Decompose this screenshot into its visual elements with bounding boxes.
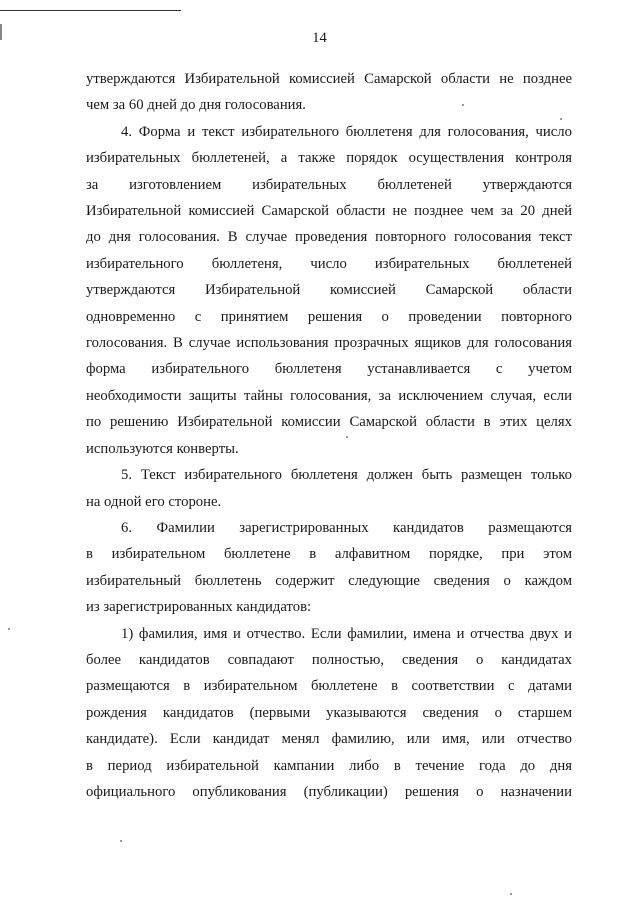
text-line: на одной его стороне.	[86, 493, 222, 510]
text-line: 6. Фамилии зарегистрированных кандидатов размещаются	[121, 519, 572, 536]
scan-speck	[462, 104, 464, 106]
text-line: голосования. В случае использования прозрачных ящиков для голосования	[86, 335, 572, 352]
paragraph-continuation	[86, 66, 572, 119]
text-line: избирательных бюллетеней, а также порядок осуществления контроля	[86, 150, 572, 167]
scan-speck	[346, 436, 348, 438]
text-line: утверждаются Избирательной комиссией Самарской области	[86, 282, 572, 299]
text-line: необходимости защиты тайны голосования, за исключением случая, если	[86, 387, 572, 404]
text-line: утверждаются Избирательной комиссией Самарской области не позднее	[86, 71, 572, 87]
text-line: до дня голосования. В случае проведения повторного голосования текст	[86, 229, 572, 246]
scan-speck	[8, 628, 10, 630]
paragraph-subitem-1	[86, 621, 572, 806]
scan-speck	[120, 840, 122, 842]
scan-speck	[510, 893, 512, 895]
paragraph-item-4	[86, 119, 572, 462]
text-line: форма избирательного бюллетеня устанавливается с учетом	[86, 361, 572, 378]
text-line: 4. Форма и текст избирательного бюллетеня для голосования, число	[121, 123, 572, 140]
text-line: в период избирательной кампании либо в течение года до дня	[86, 757, 572, 774]
text-line: 5. Текст избирательного бюллетеня должен быть размещен только	[121, 467, 572, 484]
text-line: по решению Избирательной комиссии Самарской области в этих целях	[86, 414, 572, 431]
top-rule	[0, 10, 181, 11]
text-line: в избирательном бюллетене в алфавитном порядке, при этом	[86, 546, 572, 563]
text-line: кандидате). Если кандидат менял фамилию, или имя, или отчество	[86, 731, 572, 748]
text-line: используются конверты.	[86, 440, 239, 457]
text-line: чем за 60 дней до дня голосования.	[86, 97, 306, 114]
text-line: рождения кандидатов (первыми указываются сведения о старшем	[86, 704, 572, 721]
text-line: более кандидатов совпадают полностью, сведения о кандидатах	[86, 651, 572, 668]
page-number: 14	[312, 30, 327, 46]
paragraph-item-6	[86, 515, 572, 621]
text-line: за изготовлением избирательных бюллетеней утверждаются	[86, 176, 572, 193]
text-line: одновременно с принятием решения о проведении повторного	[86, 308, 572, 325]
paragraph-item-5	[86, 462, 572, 515]
text-line: Избирательной комиссией Самарской области не позднее чем за 20 дней	[86, 203, 572, 220]
text-line: размещаются в избирательном бюллетене в соответствии с датами	[86, 678, 572, 695]
text-line: избирательный бюллетень содержит следующие сведения о каждом	[86, 572, 572, 589]
text-line: из зарегистрированных кандидатов:	[86, 599, 312, 616]
text-line: официального опубликования (публикации) решения о назначении	[86, 783, 572, 800]
text-line: избирательного бюллетеня, число избирательных бюллетеней	[86, 255, 572, 272]
document-body	[86, 66, 572, 805]
text-line: 1) фамилия, имя и отчество. Если фамилии, имена и отчества двух и	[121, 625, 572, 642]
scan-speck	[560, 118, 562, 120]
